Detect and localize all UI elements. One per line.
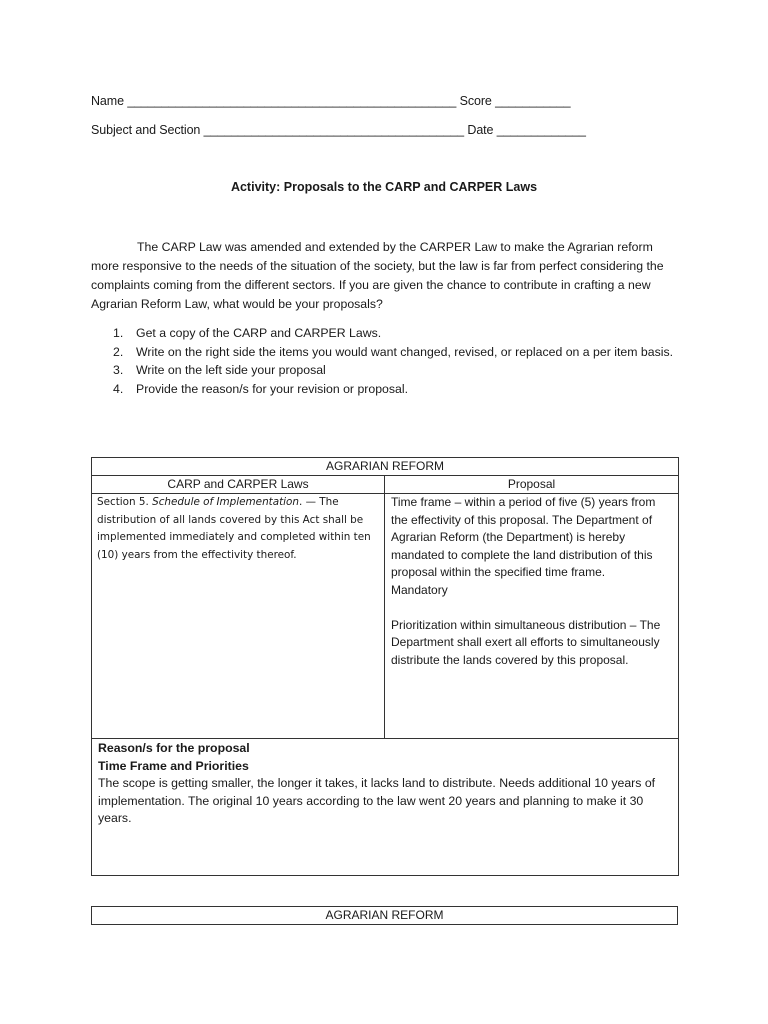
agrarian-reform-table-2 (91, 906, 678, 925)
table-row (92, 739, 679, 876)
subject-date-line: Subject and Section ______________________________________ Date _____________ (91, 123, 586, 137)
reason-subheading: Time Frame and Priorities (98, 758, 249, 773)
column-header-proposal: Proposal (385, 476, 679, 494)
reason-text: The scope is getting smaller, the longer it takes, it lacks land to distribute. Needs additional 10 years of implementation. The original 10 years according to the law went 20 years and planning to make it 30 years. (98, 776, 656, 825)
table-row (92, 494, 679, 739)
proposal-mandatory: Mandatory (391, 582, 448, 597)
reason-cell (92, 739, 679, 876)
list-item: 1. Get a copy of the CARP and CARPER Laws. (113, 326, 382, 340)
reason-heading: Reason/s for the proposal (98, 741, 250, 755)
name-score-line: Name ________________________________________________ Score ___________ (91, 94, 571, 108)
table-heading-row (92, 458, 679, 476)
column-header-laws: CARP and CARPER Laws (92, 476, 385, 494)
list-item: 2. Write on the right side the items you would want changed, revised, or replaced on a per item basis. (113, 344, 674, 359)
table-heading: AGRARIAN REFORM (92, 907, 678, 925)
list-item: 4. Provide the reason/s for your revision or proposal. (113, 381, 409, 396)
column-header-row (92, 476, 679, 494)
proposal-cell (385, 494, 679, 739)
proposal-time-frame: Time frame – within a period of five (5) years from the effectivity of this proposal. The Department of Agrarian Reform (the Department) is hereby mandated to complete the land distribution of this proposal within the specified time frame. (391, 495, 656, 579)
law-section-cell: Section 5. Schedule of Implementation. — The distribution of all lands covered by this Act shall be implemented immediately and completed within ten (10) years from the effectivity thereof. (92, 494, 385, 739)
table-heading-row (92, 907, 678, 925)
table-heading: AGRARIAN REFORM (92, 458, 679, 476)
intro-paragraph (91, 238, 681, 314)
intro-text: The CARP Law was amended and extended by the CARPER Law to make the Agrarian reform more responsive to the needs of the situation of the society, but the law is far from perfect considering the complaints coming from the different sectors. If you are given the chance to contribute in crafting a new Agrarian Reform Law, what would be your proposals? (91, 240, 664, 311)
activity-title: Activity: Proposals to the CARP and CARPER Laws (230, 180, 538, 194)
agrarian-reform-table (91, 457, 679, 876)
instruction-list (91, 324, 681, 398)
list-item: 3. Write on the left side your proposal (113, 363, 326, 377)
proposal-prioritization: Prioritization within simultaneous distribution – The Department shall exert all efforts to simultaneously distribute the lands covered by this proposal. (391, 617, 661, 667)
